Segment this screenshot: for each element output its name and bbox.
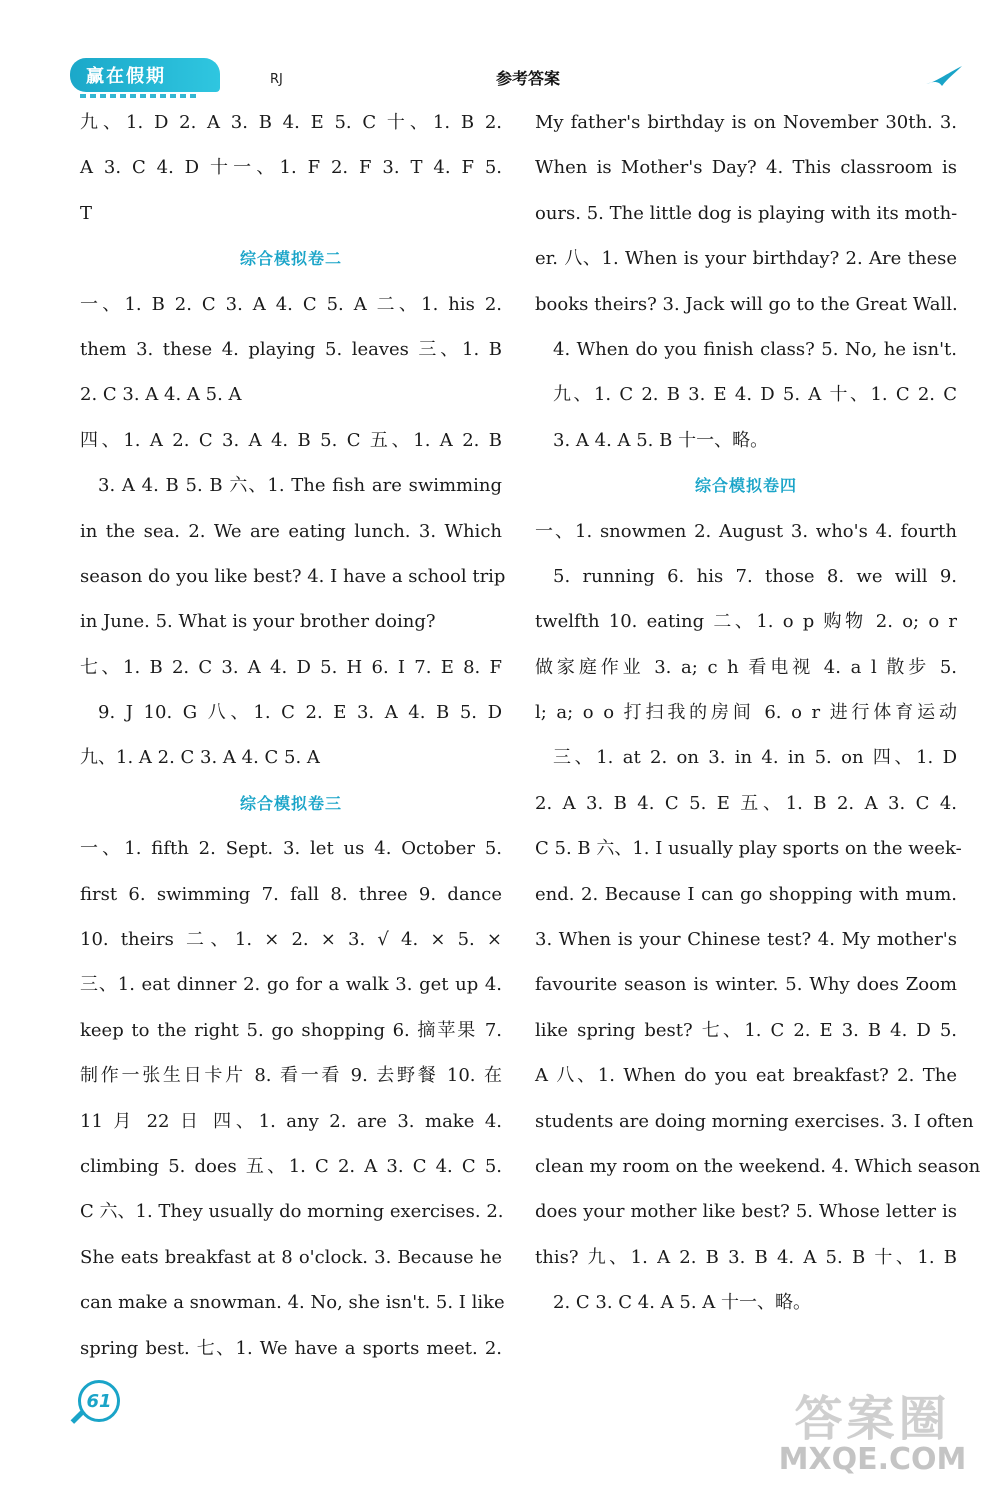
answer-line: books theirs? 3. Jack will go to the Great Wall. (535, 293, 958, 315)
logo (70, 58, 220, 92)
answer-line: T (80, 202, 93, 224)
swoosh-icon (924, 64, 964, 88)
answer-line: 2. C 3. C 4. A 5. A 十一、略。 (553, 1292, 812, 1314)
answer-line: She eats breakfast at 8 o'clock. 3. Because he (80, 1246, 502, 1268)
section-title: 综合模拟卷三 (239, 793, 342, 813)
logo-stripe-decoration (80, 94, 200, 98)
answer-line: 九、1. D 2. A 3. B 4. E 5. C 十、1. B 2. (80, 112, 502, 133)
magnifier-handle-decoration (71, 1409, 86, 1424)
answer-line: 3. A 4. B 5. B 六、1. The fish are swimming (98, 475, 502, 497)
watermark (760, 1380, 985, 1480)
answer-line: them 3. these 4. playing 5. leaves 三、1. B (80, 338, 502, 360)
answer-line: l; a; o o 打扫我的房间 6. o r 进行体育运动 (535, 702, 957, 724)
answer-line: ours. 5. The little dog is playing with its moth- (535, 202, 958, 224)
answer-line: 九、1. C 2. B 3. E 4. D 5. A 十、1. C 2. C (553, 384, 957, 406)
section-title: 综合模拟卷二 (239, 249, 342, 269)
answer-line: in the sea. 2. We are eating lunch. 3. Which (80, 520, 502, 542)
answer-line: 11 月 22 日 四、1. any 2. are 3. make 4. (80, 1110, 502, 1132)
page-number-badge (78, 1380, 120, 1422)
answer-line: 3. A 4. A 5. B 十一、略。 (553, 429, 769, 451)
answer-line: spring best. 七、1. We have a sports meet. 2. (80, 1337, 502, 1359)
answer-line: clean my room on the weekend. 4. Which season (535, 1155, 981, 1177)
answer-line: 一、1. snowmen 2. August 3. who's 4. fourth (535, 520, 957, 542)
page-header (0, 0, 1000, 110)
answer-line: When is Mother's Day? 4. This classroom is (535, 157, 957, 179)
page-number: 61 (86, 1390, 112, 1412)
answer-line: 四、1. A 2. C 3. A 4. B 5. C 五、1. A 2. B (80, 429, 502, 451)
answer-line: A 3. C 4. D 十一、1. F 2. F 3. T 4. F 5. (80, 157, 502, 179)
answer-line: in June. 5. What is your brother doing? (80, 611, 436, 633)
answer-line: season do you like best? 4. I have a school trip (80, 565, 506, 587)
answer-line: 10. theirs 二、1. × 2. × 3. √ 4. × 5. × (80, 929, 502, 951)
answer-line: favourite season is winter. 5. Why does Zoom (535, 974, 957, 996)
answer-line: end. 2. Because I can go shopping with mum. (535, 883, 957, 905)
answer-line: My father's birthday is on November 30th. 3. (535, 112, 957, 133)
edition-label: RJ (270, 72, 283, 87)
answer-line: 9. J 10. G 八、1. C 2. E 3. A 4. B 5. D (98, 702, 502, 724)
answer-line: can make a snowman. 4. No, she isn't. 5. I like (80, 1292, 505, 1314)
answer-line: 七、1. B 2. C 3. A 4. D 5. H 6. I 7. E 8. F (80, 656, 502, 678)
answer-line: does your mother like best? 5. Whose letter is (535, 1201, 957, 1223)
watermark-text: 答案圈 (794, 1391, 951, 1447)
answer-line: like spring best? 七、1. C 2. E 3. B 4. D 5. (535, 1019, 957, 1041)
answer-column-right (535, 100, 981, 1326)
answer-line: 3. When is your Chinese test? 4. My mother's (535, 929, 957, 951)
answer-line: 制作一张生日卡片 8. 看一看 9. 去野餐 10. 在 (80, 1065, 502, 1087)
answer-line: 做家庭作业 3. a; c h 看电视 4. a l 散步 5. (535, 656, 957, 678)
watermark-url: MXQE.COM (778, 1442, 967, 1477)
logo-text: 赢在假期 (86, 66, 166, 87)
answer-line: this? 九、1. A 2. B 3. B 4. A 5. B 十、1. B (535, 1246, 957, 1268)
answer-line: keep to the right 5. go shopping 6. 摘苹果 7. (80, 1019, 502, 1041)
answer-line: A 八、1. When do you eat breakfast? 2. The (535, 1065, 957, 1087)
page-title: 参考答案 (496, 69, 561, 88)
answer-line: twelfth 10. eating 二、1. o p 购物 2. o; o r (535, 611, 957, 633)
answer-line: er. 八、1. When is your birthday? 2. Are these (535, 248, 957, 270)
answer-column-left (80, 100, 506, 1371)
answer-line: climbing 5. does 五、1. C 2. A 3. C 4. C 5. (80, 1155, 502, 1177)
section-title: 综合模拟卷四 (694, 476, 797, 496)
answer-line: first 6. swimming 7. fall 8. three 9. dance (80, 883, 502, 905)
answer-line: C 5. B 六、1. I usually play sports on the week- (535, 838, 962, 860)
answer-line: 三、1. at 2. on 3. in 4. in 5. on 四、1. D (553, 747, 957, 769)
answer-line: 九、1. A 2. C 3. A 4. C 5. A (80, 747, 320, 769)
answer-line: 5. running 6. his 7. those 8. we will 9. (553, 565, 957, 587)
answer-line: students are doing morning exercises. 3. I often (535, 1110, 974, 1132)
answer-line: 2. C 3. A 4. A 5. A (80, 384, 242, 406)
answer-line: 一、1. fifth 2. Sept. 3. let us 4. October 5. (80, 838, 502, 860)
answer-line: 2. A 3. B 4. C 5. E 五、1. B 2. A 3. C 4. (535, 792, 957, 814)
answer-line: 4. When do you finish class? 5. No, he isn't. (553, 338, 957, 360)
answer-line: 一、1. B 2. C 3. A 4. C 5. A 二、1. his 2. (80, 293, 502, 315)
answer-line: C 六、1. They usually do morning exercises. 2. (80, 1201, 504, 1223)
answer-line: 三、1. eat dinner 2. go for a walk 3. get up 4. (80, 974, 502, 996)
